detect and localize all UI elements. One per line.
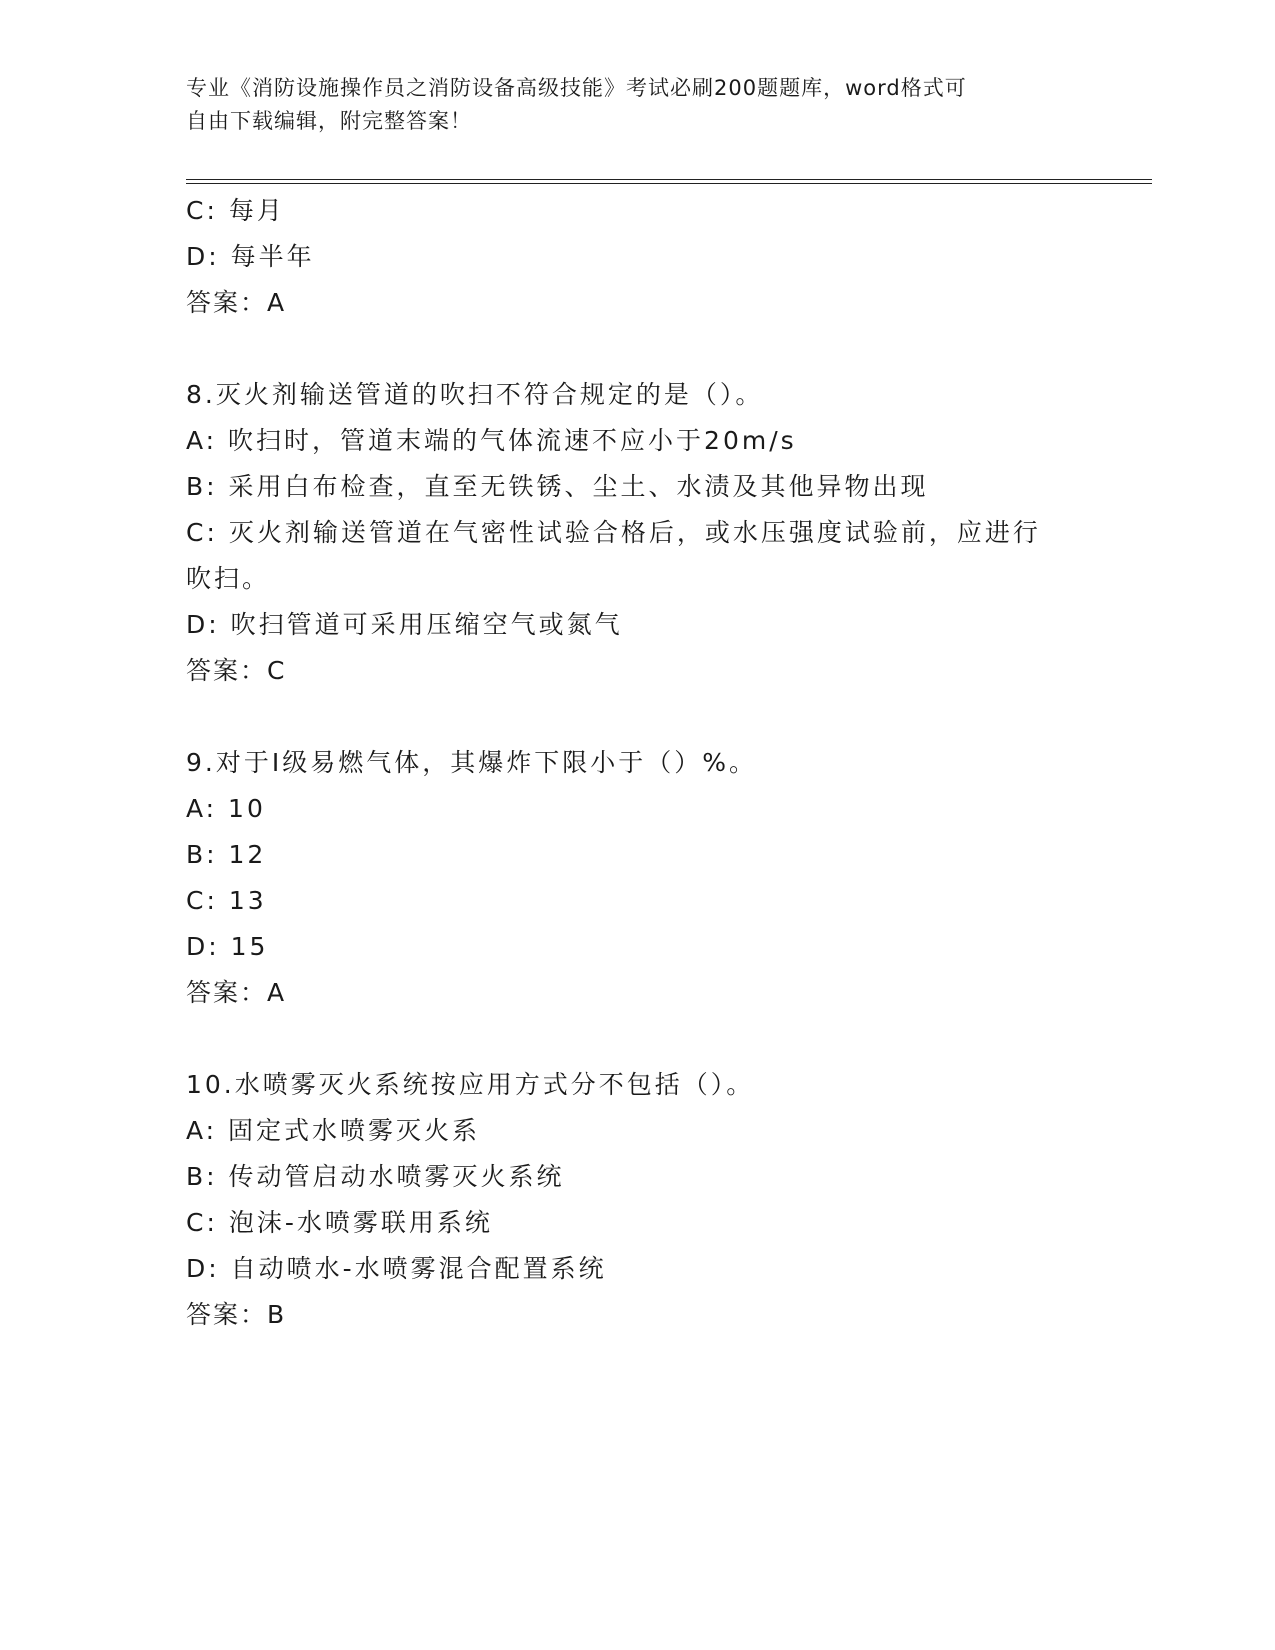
header-title-line-2: 自由下载编辑，附完整答案！ [186,109,472,133]
answer-line: 答案：A [186,978,287,1007]
question-stem: 8.灭火剂输送管道的吹扫不符合规定的是（）。 [186,380,764,409]
option-line: A: 10 [186,794,266,823]
document-header [186,72,1086,138]
spacer [186,326,1086,372]
option-line: C: 灭火剂输送管道在气密性试验合格后，或水压强度试验前，应进行 [186,518,1041,547]
option-line: B: 12 [186,840,267,869]
header-title-line-1: 专业《消防设施操作员之消防设备高级技能》考试必刷200题题库，word格式可 [186,76,967,100]
question-stem: 10.水喷雾灭火系统按应用方式分不包括（）。 [186,1070,755,1099]
question-10 [186,1062,1086,1338]
option-line-continuation: 吹扫。 [186,564,271,593]
question-stem: 9.对于Ⅰ级易燃气体，其爆炸下限小于（）%。 [186,748,757,777]
option-line: C: 每月 [186,196,285,225]
option-line: C: 泡沫-水喷雾联用系统 [186,1208,493,1237]
answer-line: 答案：C [186,656,287,685]
option-line: B: 传动管启动水喷雾灭火系统 [186,1162,565,1191]
question-9 [186,740,1086,1016]
option-line: C: 13 [186,886,267,915]
option-line: A: 吹扫时，管道末端的气体流速不应小于20m/s [186,426,797,455]
answer-line: 答案：B [186,1300,287,1329]
question-7-carryover [186,188,1086,326]
spacer [186,1016,1086,1062]
option-line: D: 自动喷水-水喷雾混合配置系统 [186,1254,607,1283]
header-divider [186,179,1152,184]
option-line: D: 吹扫管道可采用压缩空气或氮气 [186,610,623,639]
question-content [186,188,1086,1338]
option-line: D: 15 [186,932,269,961]
option-line: D: 每半年 [186,242,315,271]
spacer [186,694,1086,740]
option-line: B: 采用白布检查，直至无铁锈、尘土、水渍及其他异物出现 [186,472,929,501]
answer-line: 答案：A [186,288,287,317]
question-8 [186,372,1086,694]
option-line: A: 固定式水喷雾灭火系 [186,1116,481,1145]
